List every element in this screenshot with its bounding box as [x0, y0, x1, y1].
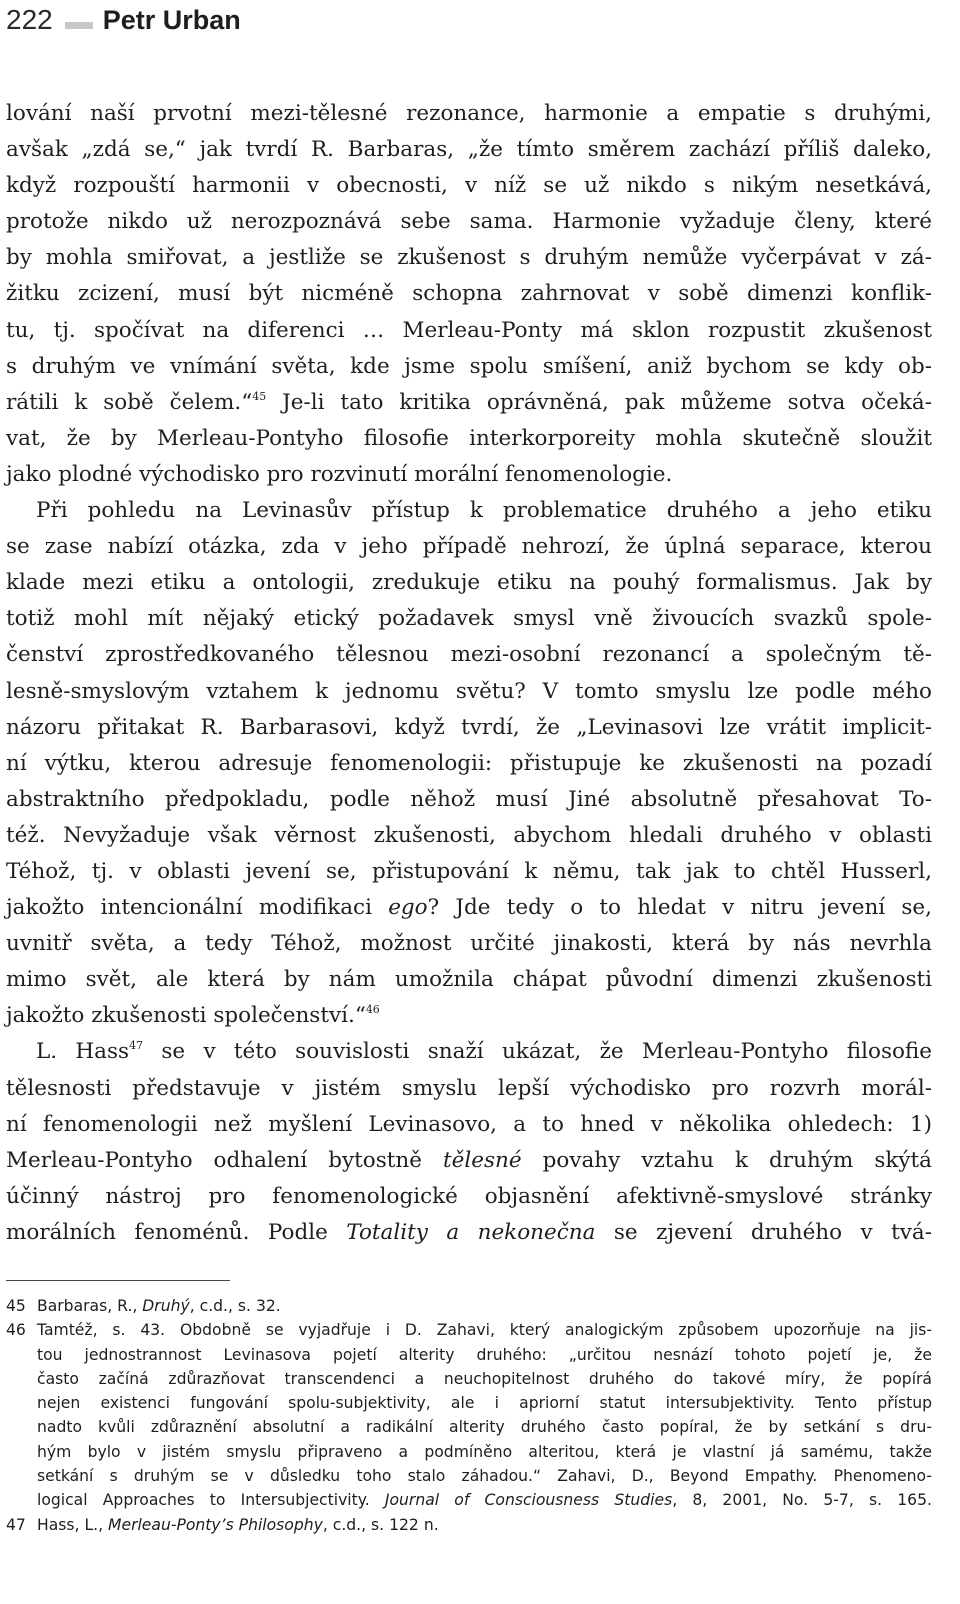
- text-line: jako plodné východisko pro rozvinutí morální fenomenologie.: [6, 461, 673, 487]
- text-segment: , c.d., s. 122 n.: [322, 1515, 439, 1534]
- footnote-number: 47: [6, 1515, 26, 1534]
- text-segment: se v této souvislosti snaží ukázat, že Merleau-Pontyho filosofie: [143, 1039, 932, 1065]
- italic-title: Totality a nekonečna: [346, 1219, 596, 1245]
- footnote-45: [6, 1294, 932, 1318]
- footnote-line: [37, 1513, 932, 1537]
- text-line: lesně-smyslovým vztahem k jednomu světu? V tomto smyslu lze podle mého: [6, 678, 932, 704]
- footnote-46: [6, 1318, 932, 1512]
- footnote-line: nadto kvůli zdůraznění absolutní a radikální alterity druhého často popíral, že by setkání s dru-: [37, 1418, 932, 1437]
- text-line: tu, tj. spočívat na diferenci … Merleau-Ponty má sklon rozpustit zkušenost: [6, 317, 932, 343]
- text-line: účinný nástroj pro fenomenologické objasnění afektivně-smyslové stránky: [6, 1183, 932, 1209]
- footnote-line: tou jednostrannost Levinasova pojetí alterity druhého: „určitou nesnází tohoto pojetí je, že: [37, 1345, 932, 1364]
- text-line: uvnitř světa, a tedy Téhož, možnost určité jinakosti, která by nás nevrhla: [6, 931, 932, 957]
- main-text: [6, 96, 932, 1251]
- text-line: názoru přitakat R. Barbarasovi, když tvrdí, že „Levinasovi lze vrátit implicit-: [6, 714, 932, 740]
- footnote-line: setkání s druhým se v důsledku toho stalo záhadou.“ Zahavi, D., Beyond Empathy. Phenomeno-: [37, 1467, 932, 1486]
- italic-title: Druhý: [142, 1297, 190, 1315]
- text-line: avšak „zdá se,“ jak tvrdí R. Barbaras, „že tímto směrem zachází příliš daleko,: [6, 137, 932, 163]
- text-line: ní fenomenologii než myšlení Levinasovo, a to hned v několika ohledech: 1): [6, 1111, 932, 1137]
- footnote-line: [37, 1294, 932, 1318]
- text-line: [6, 1215, 932, 1251]
- text-line: když rozpouští harmonii v obecnosti, v níž se už nikdo s nikým nesetkává,: [6, 173, 932, 199]
- footnote-line: [37, 1488, 932, 1512]
- text-segment: logical Approaches to Intersubjectivity.: [37, 1491, 385, 1510]
- text-line: by mohla smiřovat, a jestliže se zkušenost s druhým nemůže vyčerpávat v zá-: [6, 245, 932, 271]
- running-header: [6, 0, 241, 40]
- text-line: [6, 385, 932, 421]
- header-divider-bar: [65, 22, 93, 29]
- text-line: s druhým ve vnímání světa, kde jsme spolu smíšení, aniž bychom se kdy ob-: [6, 353, 932, 379]
- text-line: abstraktního předpokladu, podle něhož musí Jiné absolutně přesahovat To-: [6, 786, 932, 812]
- text-segment: jakožto intencionální modifikaci: [6, 895, 389, 921]
- text-segment: povahy vztahu k druhým skýtá: [521, 1147, 932, 1173]
- text-line: ní výtku, kterou adresuje fenomenologii: přistupuje ke zkušenosti na pozadí: [6, 750, 932, 776]
- text-segment: ? Jde tedy o to hledat v nitru jevení se,: [427, 895, 932, 921]
- footnote-number: 46: [6, 1321, 26, 1340]
- italic-title: Merleau-Ponty’s Philosophy: [108, 1515, 323, 1534]
- text-line: [6, 1034, 932, 1070]
- footnote-line: hým bylo v jistém smyslu připraveno a podmíněno alteritou, která je vlastní já samému, takže: [37, 1442, 932, 1461]
- text-line: Téhož, tj. v oblasti jevení se, přistupování k němu, tak jak to chtěl Husserl,: [6, 858, 932, 884]
- text-line: [6, 1143, 932, 1179]
- footnote-number: 45: [6, 1297, 26, 1315]
- text-line: klade mezi etiku a ontologii, zredukuje etiku na pouhý formalismus. Jak by: [6, 570, 932, 596]
- text-segment: L. Hass: [36, 1039, 130, 1065]
- footnote-ref-46[interactable]: 46: [365, 1003, 380, 1017]
- text-line: totiž mohl mít nějaký etický požadavek smysl vně živoucích svazků spole-: [6, 606, 932, 632]
- italic-term: ego: [388, 895, 428, 921]
- text-line: čenství zprostředkovaného tělesnou mezi-osobní rezonancí a společným tě-: [6, 642, 932, 668]
- running-head-author: Petr Urban: [102, 4, 241, 35]
- text-line: [6, 998, 932, 1034]
- italic-term: tělesné: [443, 1147, 522, 1173]
- footnote-ref-47[interactable]: 47: [129, 1039, 144, 1053]
- text-line: lování naší prvotní mezi-tělesné rezonance, harmonie a empatie s druhými,: [6, 101, 932, 126]
- footnote-line: Tamtéž, s. 43. Obdobně se vyjadřuje i D. Zahavi, který analogickým způsobem upozorňuje na jis-: [37, 1321, 932, 1340]
- footnote-line: často začíná zdůrazňovat transcendenci a neuchopitelnost druhého do takové míry, že popírá: [37, 1369, 932, 1388]
- text-line: tělesnosti představuje v jistém smyslu lepší východisko pro rozvrh morál-: [6, 1075, 932, 1101]
- text-segment: , c.d., s. 32.: [189, 1297, 281, 1315]
- text-line: se zase nabízí otázka, zda v jeho případě nehrozí, že úplná separace, kterou: [6, 534, 932, 560]
- footnote-separator: [6, 1280, 230, 1281]
- text-segment: jakožto zkušenosti společenství.“: [6, 1003, 366, 1029]
- text-line: Při pohledu na Levinasův přístup k problematice druhého a jeho etiku: [36, 498, 932, 524]
- text-segment: Barbaras, R.,: [37, 1297, 143, 1315]
- text-segment: Hass, L.,: [37, 1515, 109, 1534]
- text-line: též. Nevyžaduje však věrnost zkušenosti, abychom hledali druhého v oblasti: [6, 822, 932, 848]
- footnote-ref-45[interactable]: 45: [252, 389, 267, 403]
- text-line: [6, 890, 932, 926]
- text-segment: , 8, 2001, No. 5-7, s. 165.: [672, 1491, 932, 1510]
- text-segment: Merleau-Pontyho odhalení bytostně: [6, 1147, 444, 1173]
- text-segment: se zjevení druhého v tvá-: [595, 1219, 933, 1245]
- italic-title: Journal of Consciousness Studies: [384, 1491, 673, 1510]
- text-line: protože nikdo už nerozpoznává sebe sama. Harmonie vyžaduje členy, které: [6, 209, 932, 235]
- text-line: mimo svět, ale která by nám umožnila chápat původní dimenzi zkušenosti: [6, 967, 932, 993]
- footnotes: [6, 1294, 932, 1537]
- text-segment: Je-li tato kritika oprávněná, pak můžeme sotva očeká-: [266, 389, 933, 415]
- text-segment: morálních fenoménů. Podle: [6, 1219, 347, 1245]
- text-line: žitku zcizení, musí být nicméně schopna zahrnovat v sobě dimenzi konflik-: [6, 281, 932, 307]
- page-number: 222: [6, 4, 53, 35]
- text-segment: rátili k sobě čelem.“: [6, 389, 253, 415]
- footnote-47: [6, 1513, 932, 1537]
- footnote-line: nejen existenci fungování spolu-subjektivity, ale i apriorní statut intersubjektivity. Tento přístup: [37, 1394, 932, 1413]
- text-line: vat, že by Merleau-Pontyho filosofie interkorporeity mohla skutečně sloužit: [6, 425, 932, 451]
